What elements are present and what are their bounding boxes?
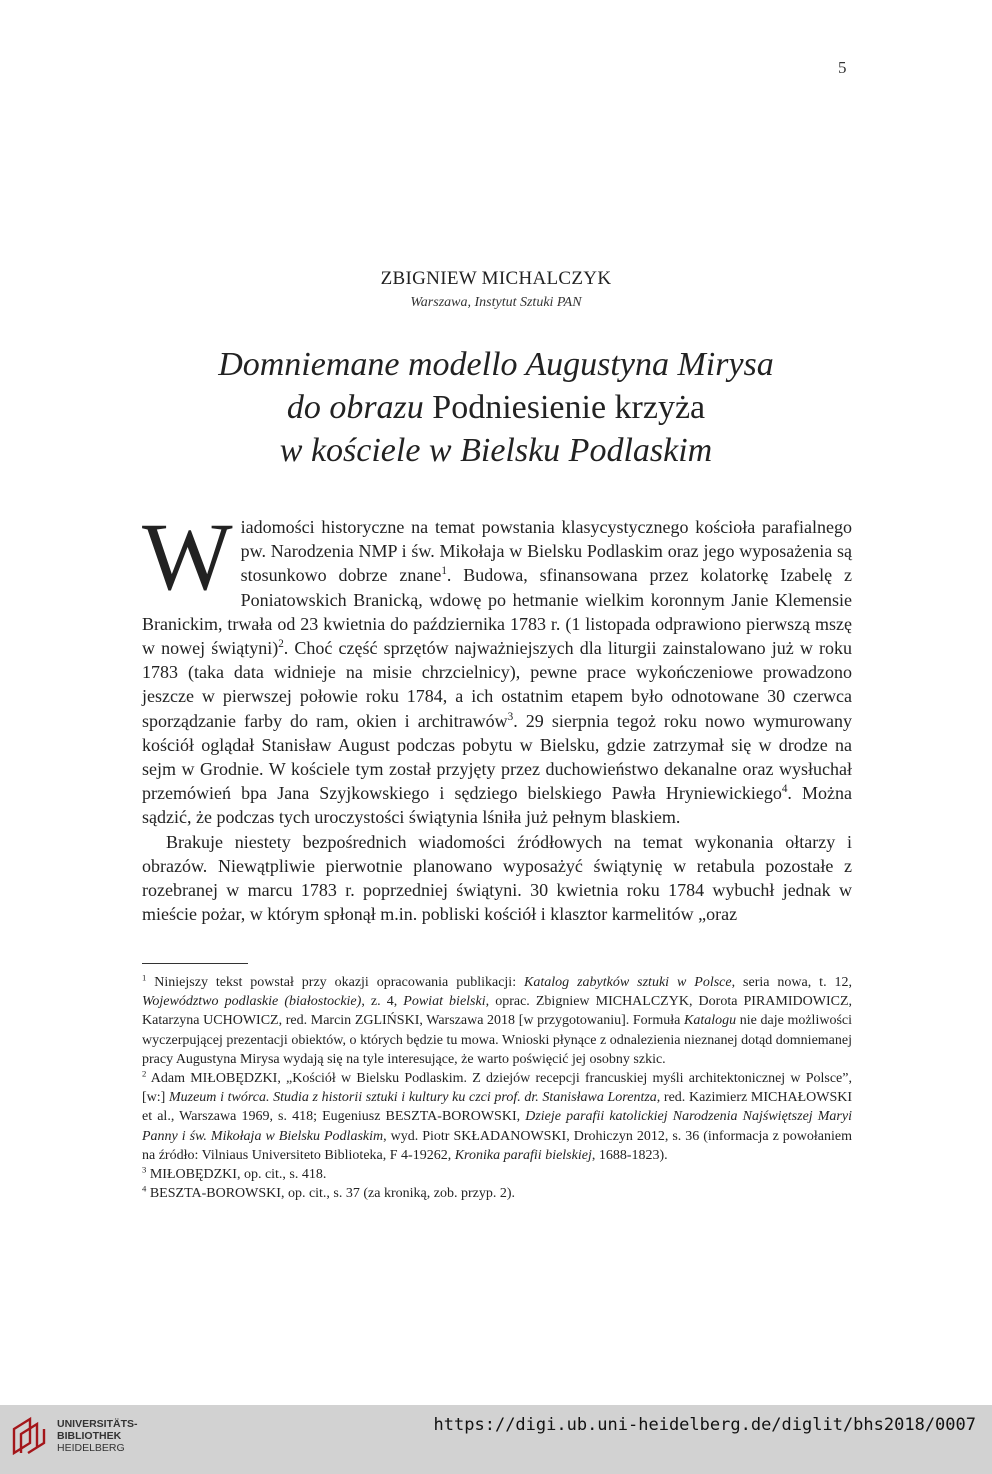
footnote-text: MIŁOBĘDZKI, op. cit., s. 418. bbox=[149, 1167, 327, 1183]
footnote-text: , 1688-1823). bbox=[591, 1147, 668, 1163]
footnote-ref-4[interactable]: 4 bbox=[781, 783, 788, 796]
footnote-text: , oprac. Zbigniew MICHALCZYK, Dorota PIRAMIDOWICZ, Katarzyna UCHOWICZ, red. Marcin ZGLIŃSKI, Warszawa 2018 [w przygotowaniu]. Formuła bbox=[142, 994, 853, 1029]
paragraph-2: Brakuje niestety bezpośrednich wiadomości źródłowych na temat wykonania ołtarzy i obrazów. Niewątpliwie pierwotnie planowano wyposażyć świątynię w retabula pozostałe z rozebranej w marcu 1783 r. poprzedniej świątyni. 30 kwietnia roku 1784 wybuchł jednak w mieście pożar, w którym spłonął m.in. pobliski kościół i klasztor karmelitów „oraz bbox=[142, 831, 852, 925]
logo-line-3: HEIDELBERG bbox=[57, 1442, 125, 1454]
p1-text-a: iadomości historyczne na temat powstania klasycystycznego kościoła parafialnego pw. Narodzenia NMP i św. Mikołaja w Bielsku Podlaskim oraz jego wyposażenia są stosunkowo dobrze znane bbox=[240, 517, 852, 586]
title-line-2 bbox=[0, 386, 992, 429]
p1-text-b: . Budowa, sfinansowana przez kolatorkę Izabelę z Poniatowskich Branicką, wdowę po hetmanie wielkim koronnym Janie Klemensie Branickim, trwała od 23 kwietnia do października 1783 r. (1 listopada odprawiono pierwszą mszę w nowej świątyni) bbox=[142, 565, 853, 659]
footnote-text: , wyd. Piotr SKŁADANOWSKI, Drohiczyn 2012, s. 36 (informacja z powołaniem na źródło: Vilniaus Universiteto Biblioteka, F 4-19262, bbox=[142, 1128, 852, 1163]
footnote-italic: Muzeum i twórca. Studia z historii sztuki i kultury ku czci prof. dr. Stanisława Lorentza bbox=[168, 1090, 657, 1106]
footnote-number: 1 bbox=[142, 972, 147, 983]
title-line-1: Domniemane modello Augustyna Mirysa bbox=[218, 346, 774, 383]
author-affiliation: Warszawa, Instytut Sztuki PAN bbox=[410, 295, 582, 310]
footnote-text: , z. 4, bbox=[361, 994, 404, 1010]
footnote-ref-1[interactable]: 1 bbox=[441, 565, 447, 578]
footnote-3 bbox=[142, 1165, 852, 1184]
footnote-italic: Katalog zabytków sztuki w Polsce bbox=[524, 975, 732, 990]
footnote-divider bbox=[142, 963, 248, 964]
footnote-italic: Powiat bielski bbox=[403, 994, 486, 1010]
article-body bbox=[142, 503, 853, 926]
footnote-text: Niniejszy tekst powstał przy okazji opracowania publikacji: bbox=[154, 975, 525, 990]
footnote-italic: Katalogu bbox=[683, 1013, 737, 1029]
footer-bar bbox=[0, 1405, 992, 1474]
footnotes bbox=[142, 973, 852, 1203]
footnote-number: 2 bbox=[142, 1068, 147, 1079]
page-number: 5 bbox=[838, 58, 847, 77]
footnote-number: 4 bbox=[142, 1183, 147, 1194]
footnote-text: , red. Kazimierz MICHAŁOWSKI et al., Warszawa 1969, s. 418; Eugeniusz BESZTA-BOROWSKI, bbox=[142, 1090, 853, 1125]
paragraph-1 bbox=[142, 503, 853, 830]
footnote-1 bbox=[142, 973, 852, 1069]
library-logo-icon[interactable] bbox=[10, 1415, 50, 1455]
source-url-link[interactable]: https://digi.ub.uni-heidelberg.de/diglit/bhs2018/0007 bbox=[433, 1415, 976, 1435]
footnote-4 bbox=[142, 1184, 852, 1203]
footnote-italic: Dzieje parafii katolickiej Narodzenia Najświętszej Maryi Panny i św. Mikołaja w Bielsku Podlaskim bbox=[142, 1109, 852, 1144]
footnote-text: BESZTA-BOROWSKI, op. cit., s. 37 (za kroniką, zob. przyp. 2). bbox=[149, 1186, 515, 1202]
footnote-italic: Kronika parafii bielskiej bbox=[454, 1147, 592, 1163]
title-line-3: w kościele w Bielsku Podlaskim bbox=[279, 432, 713, 469]
footnote-text: nie daje możliwości wyczerpującej prezentacji obiektów, o których będzie tu mowa. Wnioski płynące z odnalezienia nieznanej dotąd domniemanej pracy Augustyna Mirysa wydają się na tyle interesujące, że warto poświęcić jej osobny szkic. bbox=[142, 1013, 852, 1067]
p1-text-d: . 29 sierpnia tegoż roku nowo wymurowany kościół oglądał Stanisław August podczas pobytu w Bielsku, gdzie zatrzymał się w drodze na sejm w Grodnie. W kościele tym został przyjęty przez duchowieństwo dekanalne oraz wysłuchał przemówień bpa Jana Szyjkowskiego i sędziego bielskiego Pawła Hryniewickiego bbox=[142, 710, 852, 804]
footnote-italic: Województwo podlaskie (białostockie) bbox=[142, 994, 362, 1010]
footnote-text: Adam MIŁOBĘDZKI, „Kościół w Bielsku Podlaskim. Z dziejów recepcji francuskiej myśli architektonicznej w Polsce”, [w:] bbox=[142, 1071, 852, 1106]
drop-cap: W bbox=[142, 503, 233, 610]
footnote-text: , seria nowa, t. 12, bbox=[731, 975, 853, 990]
article-title bbox=[0, 343, 992, 472]
title-upright-part: Podniesienie krzyża bbox=[432, 389, 706, 426]
footnote-2 bbox=[142, 1069, 852, 1165]
footnote-ref-2[interactable]: 2 bbox=[278, 638, 284, 651]
logo-line-1: UNIVERSITÄTS- bbox=[57, 1418, 138, 1430]
p1-text-c: . Choć część sprzętów najważniejszych dla liturgii zainstalowano już w roku 1783 (taka data widnieje na misie chrzcielnicy), pewne prace wykończeniowe prowadzono jeszcze w pierwszej połowie roku 1784, a ich ostatnim etapem było odnotowane 30 czerwca sporządzanie farby do ram, okien i architrawów bbox=[142, 638, 852, 731]
logo-line-2: BIBLIOTHEK bbox=[57, 1430, 122, 1442]
title-italic-part: do obrazu bbox=[286, 389, 424, 426]
footnote-number: 3 bbox=[142, 1164, 147, 1175]
footnote-ref-3[interactable]: 3 bbox=[507, 710, 514, 723]
library-logo-text[interactable] bbox=[57, 1418, 138, 1454]
author-name: ZBIGNIEW MICHALCZYK bbox=[380, 268, 612, 289]
p1-text-e: . Można sądzić, że podczas tych uroczystości świątynia lśniła już pełnym blaskiem. bbox=[142, 783, 853, 828]
